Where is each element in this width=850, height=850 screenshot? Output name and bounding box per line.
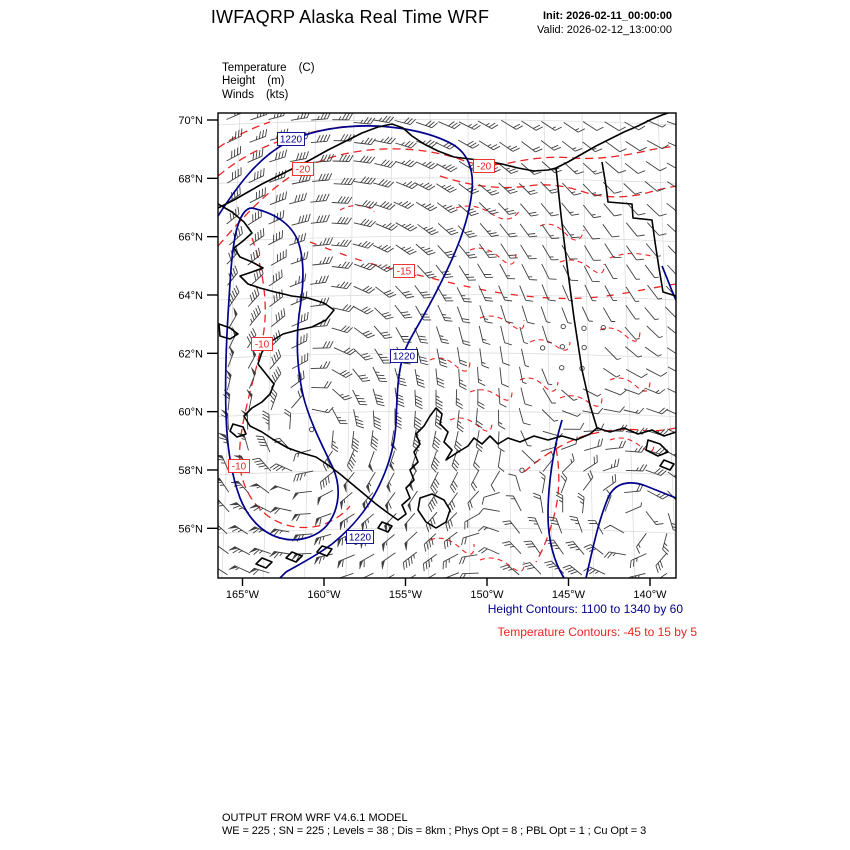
lat-axis-label: 56°N: [178, 523, 203, 536]
model-config-line: WE = 225 ; SN = 225 ; Levels = 38 ; Dis = 8km ; Phys Opt = 8 ; PBL Opt = 1 ; Cu Opt = 3: [222, 825, 647, 837]
legend-name: Temperature: [222, 62, 287, 74]
temperature-contour-note: Temperature Contours: -45 to 15 by 5: [497, 625, 697, 639]
legend-name: Winds: [222, 88, 254, 101]
lat-axis-label: 58°N: [178, 464, 203, 477]
lat-axis-label: 62°N: [178, 348, 203, 361]
temperature-contour-label: -20: [295, 164, 311, 176]
legend-unit: (C): [298, 62, 315, 74]
lon-axis-label: 160°W: [307, 589, 341, 601]
height-contour-label: 1220: [348, 532, 372, 544]
valid-timestamp: Valid: 2026-02-12_13:00:00: [537, 24, 672, 36]
legend-unit: (m): [267, 75, 285, 88]
lon-axis-label: 140°W: [633, 589, 667, 601]
temperature-contour-label: -10: [254, 339, 270, 351]
lat-axis-label: 66°N: [178, 231, 203, 244]
init-timestamp: Init: 2026-02-11_00:00:00: [542, 10, 672, 22]
wind-barb-field: [208, 106, 690, 591]
temperature-contour-label: -15: [396, 266, 412, 278]
lon-axis-label: 145°W: [551, 589, 586, 601]
lat-axis-label: 60°N: [178, 406, 203, 419]
lat-axis-label: 68°N: [178, 173, 203, 186]
height-contour-label: 1220: [279, 134, 303, 146]
height-contour-note: Height Contours: 1100 to 1340 by 60: [487, 602, 683, 616]
model-output-line: OUTPUT FROM WRF V4.6.1 MODEL: [222, 812, 408, 824]
lon-axis-label: 155°W: [388, 589, 423, 601]
lat-axis-label: 70°N: [178, 115, 203, 127]
lon-axis-label: 165°W: [225, 589, 260, 601]
graticule: [218, 113, 676, 578]
lon-axis-label: 150°W: [470, 589, 504, 601]
height-contour-label: 1220: [392, 351, 416, 363]
temperature-contour-label: -10: [231, 461, 247, 473]
legend-unit: (kts): [265, 88, 289, 101]
temperature-contour-label: -20: [476, 161, 492, 173]
legend-name: Height: [222, 75, 256, 88]
page-title: IWFAQRP Alaska Real Time WRF: [210, 7, 490, 27]
lat-axis-label: 64°N: [178, 289, 203, 302]
